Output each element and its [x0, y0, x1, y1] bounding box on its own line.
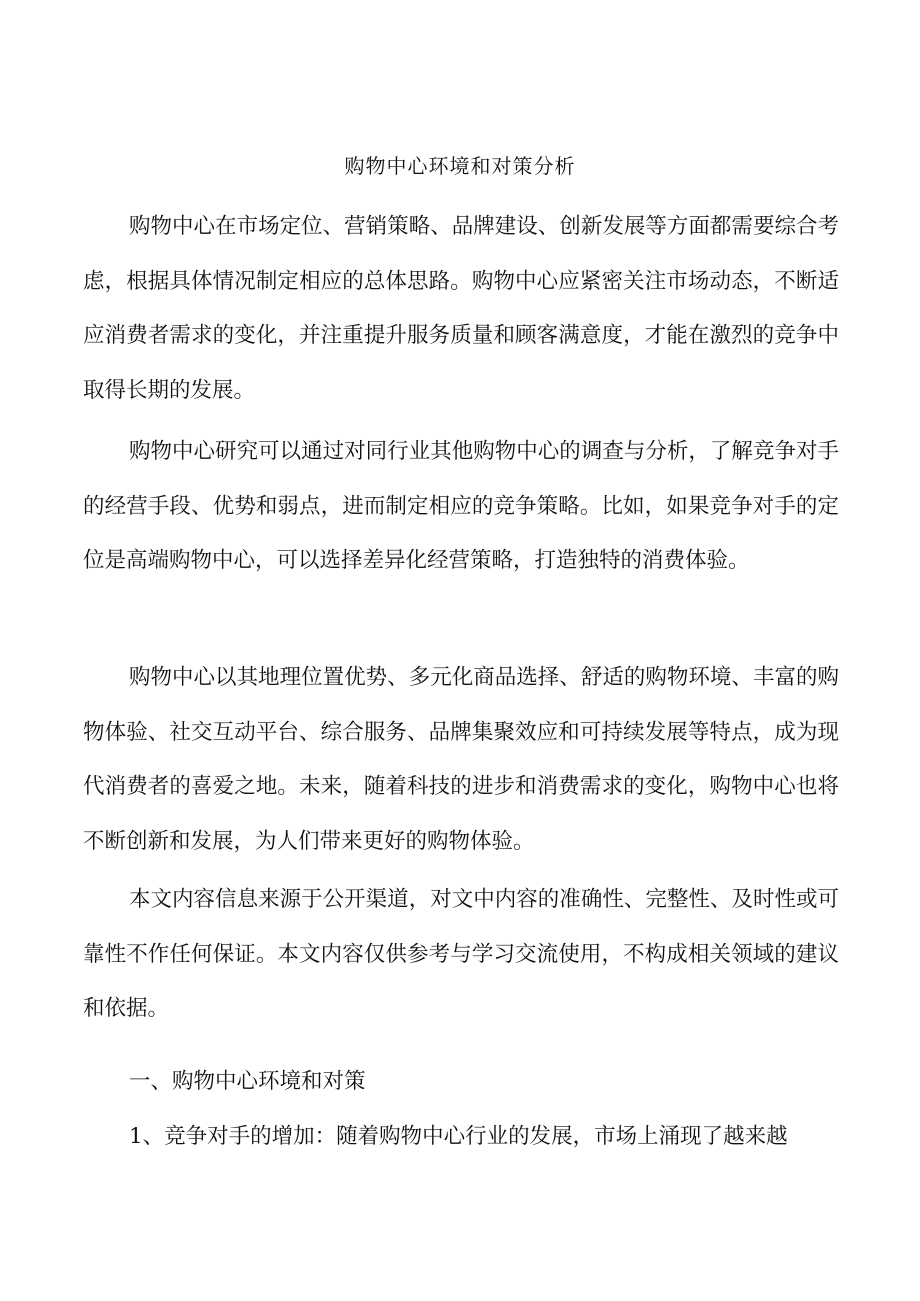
- list-item-1: 1、竞争对手的增加：随着购物中心行业的发展，市场上涌现了越来越: [129, 1124, 788, 1149]
- section-heading: 一、购物中心环境和对策: [129, 1069, 366, 1094]
- document-title: 购物中心环境和对策分析: [344, 154, 576, 178]
- paragraph-features: 购物中心以其地理位置优势、多元化商品选择、舒适的购物环境、丰富的购物体验、社交互动平台、综合服务、品牌集聚效应和可持续发展等特点，成为现代消费者的喜爱之地。未来，随着科技的进步和消费需求的变化，购物中心也将不断创新和发展，为人们带来更好的购物体验。: [83, 665, 839, 854]
- paragraph-competitor-research: 购物中心研究可以通过对同行业其他购物中心的调查与分析，了解竞争对手的经营手段、优势和弱点，进而制定相应的竞争策略。比如，如果竞争对手的定位是高端购物中心，可以选择差异化经营策略，打造独特的消费体验。: [83, 439, 839, 573]
- paragraph-disclaimer: 本文内容信息来源于公开渠道，对文中内容的准确性、完整性、及时性或可靠性不作任何保证。本文内容仅供参考与学习交流使用，不构成相关领域的建议和依据。: [83, 887, 839, 1021]
- paragraph-overview: 购物中心在市场定位、营销策略、品牌建设、创新发展等方面都需要综合考虑，根据具体情况制定相应的总体思路。购物中心应紧密关注市场动态，不断适应消费者需求的变化，并注重提升服务质量和顾客满意度，才能在激烈的竞争中取得长期的发展。: [83, 214, 839, 403]
